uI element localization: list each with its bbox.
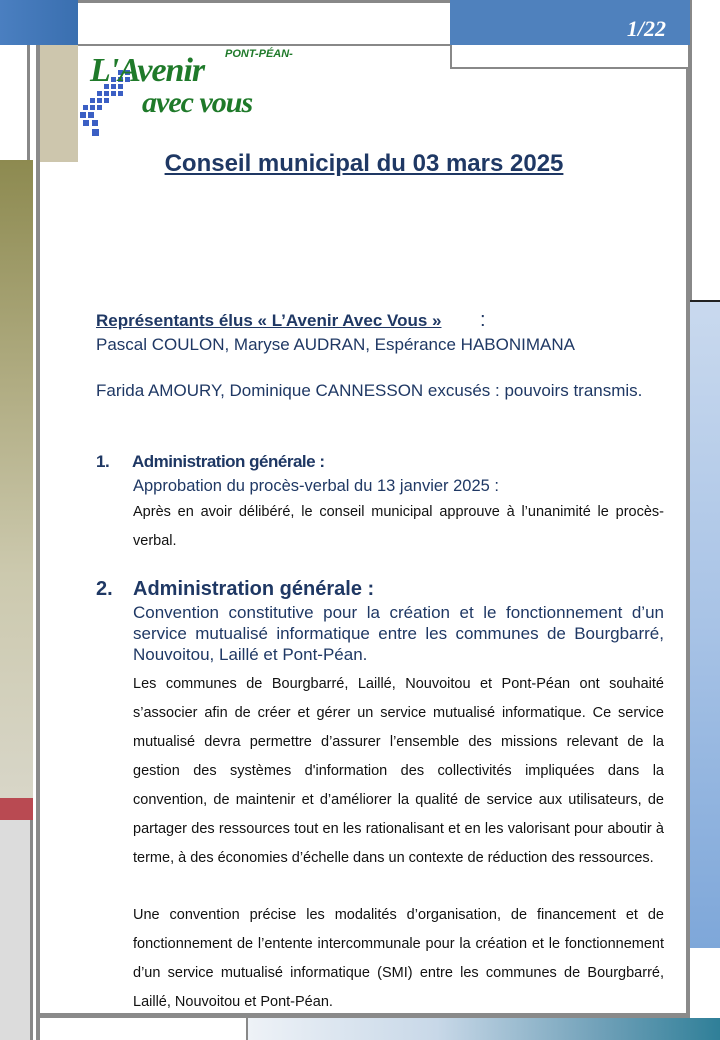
frame-bottom-gradient xyxy=(246,1018,720,1040)
section-1-heading xyxy=(96,452,324,472)
frame-top-line xyxy=(78,0,450,3)
representatives-label: Représentants élus « L’Avenir Avec Vous » xyxy=(96,311,442,330)
logo-line2: avec vous xyxy=(142,86,253,119)
section-2-subtitle: Convention constitutive pour la création et le fonctionnement d’un service mutualisé informatique entre les communes de Bourgbarré, Nouvoitou, Laillé et Pont-Péan. xyxy=(133,603,664,664)
frame-beige-block xyxy=(39,45,78,162)
frame-right-blue-band xyxy=(690,300,720,948)
section-1-body xyxy=(133,498,664,556)
section-1-number: 1. xyxy=(96,452,110,471)
logo-line1: L'Avenir xyxy=(90,52,205,89)
frame-left-border xyxy=(36,45,40,1040)
section-2-body xyxy=(133,670,664,873)
frame-left-top xyxy=(0,45,30,160)
frame-left-grey-band xyxy=(0,820,33,1040)
page-title: Conseil municipal du 03 mars 2025 xyxy=(164,150,564,177)
frame-top-left-block xyxy=(0,0,78,45)
section-1-title: Administration générale : xyxy=(132,452,325,471)
frame-top-line-lower xyxy=(78,44,450,46)
frame-left-red-band xyxy=(0,798,33,820)
representatives-names: Pascal COULON, Maryse AUDRAN, Espérance HABONIMANA xyxy=(96,335,575,354)
section-2-body-continued xyxy=(133,901,664,1017)
logo-town: PONT-PÉAN- xyxy=(225,48,293,60)
section-1-subtitle: Approbation du procès-verbal du 13 janvier 2025 : xyxy=(133,477,499,495)
section-1-paragraph: Après en avoir délibéré, le conseil municipal approuve à l’unanimité le procès-verbal. xyxy=(133,504,664,549)
section-2-number: 2. xyxy=(96,578,113,600)
page-number: 1/22 xyxy=(450,0,690,45)
representatives-colon: : xyxy=(480,309,486,331)
frame-left-olive-band xyxy=(0,160,33,798)
section-2-paragraph-1: Les communes de Bourgbarré, Laillé, Nouvoitou et Pont-Péan ont souhaité s’associer afin de créer et gérer un service mutualisé informatique. Ce service mutualisé devra permettre d’assurer l’ensemble des missions relevant de la gestion des systèmes d'information des collectivités impliquées dans la convention, de maintenir et d’améliorer la qualité de service aux utilisateurs, de partager des ressources tout en les rationalisant et en les valorisant pour aboutir à terme, à des économies d’échelle dans un contexte de réduction des ressources. xyxy=(133,676,664,866)
logo xyxy=(78,48,308,138)
section-2-paragraph-2: Une convention précise les modalités d’organisation, de financement et de fonctionnement de l’entente intercommunale pour la création et le fonctionnement d’un service mutualisé informatique (SMI) entre les communes de Bourgbarré, Laillé, Nouvoitou et Pont-Péan. xyxy=(133,907,664,1010)
frame-top-right xyxy=(690,0,720,45)
page-box-under xyxy=(450,45,690,69)
excused-members: Farida AMOURY, Dominique CANNESSON excusés : pouvoirs transmis. xyxy=(96,381,643,400)
section-2-heading xyxy=(96,578,374,601)
frame-bottom-left xyxy=(40,1018,246,1040)
section-2-title: Administration générale : xyxy=(133,578,375,600)
